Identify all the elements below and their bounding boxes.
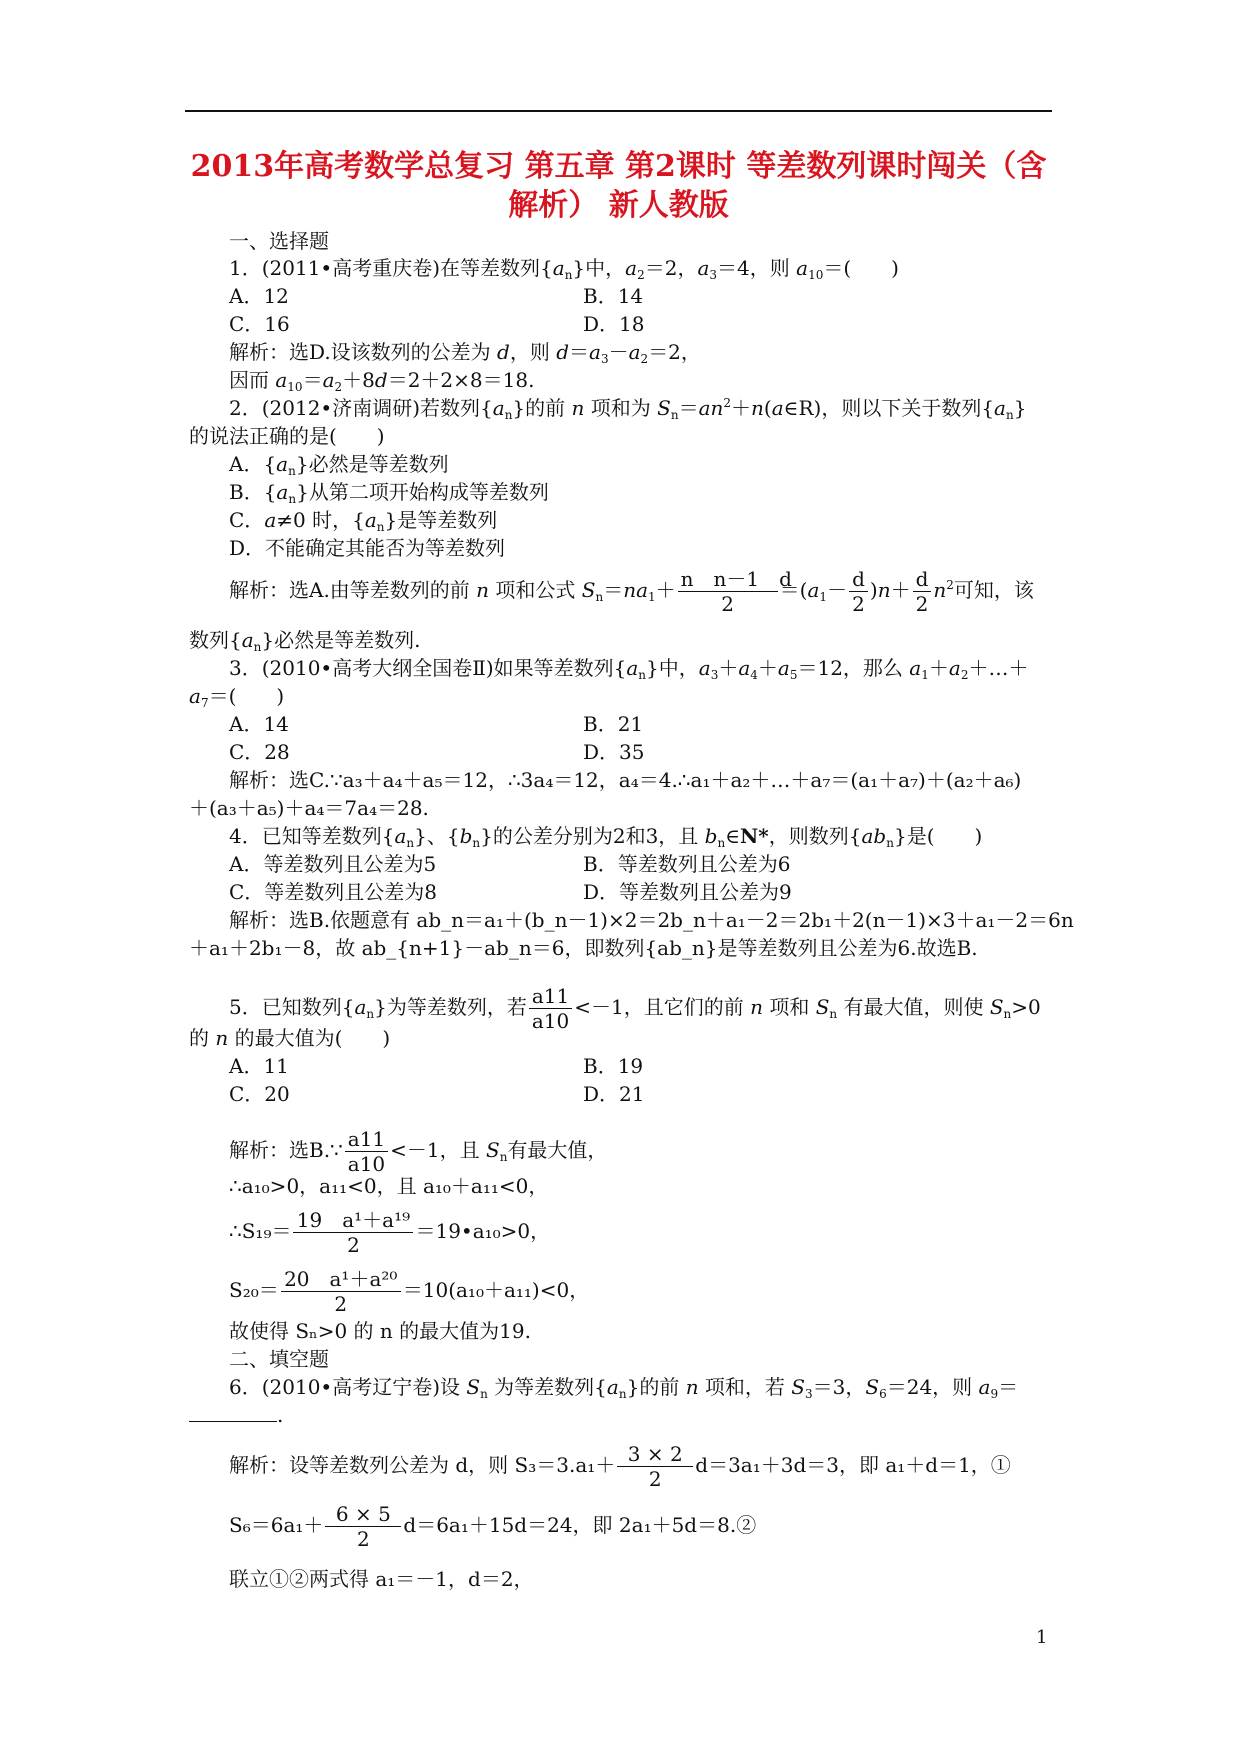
q4-option-a: A．等差数列且公差为5 [229,852,437,876]
q3-option-b: B．21 [583,712,644,736]
q5-option-a: A．11 [229,1054,289,1078]
q6-solution-line1: 解析：设等差数列公差为 d，则 S₃＝3.a₁＋ $\frac{3 \times 2}{2}$ d＝3a₁＋3d＝3，即 a₁＋d＝1，① [229,1442,1011,1491]
q5-solution-line5: 故使得 Sₙ>0 的 n 的最大值为19. [229,1319,531,1343]
q3-stem-line2: $a_7=$( ) [189,684,285,710]
q3-solution-line1: 解析：选C.∵a₃＋a₄＋a₅＝12，∴3a₄＝12，a₄＝4.∴a₁＋a₂＋…＋a₇＝(a₁＋a₇)＋(a₂＋a₆) [229,768,1022,792]
q1-solution-line2: 因而 $a_{10}=a_2+8d=2+2\times 8=18$. [229,368,535,394]
q6-stem-line1: 6．(2010•高考辽宁卷)设 $S_n$ 为等差数列$\{a_n\}$的前 n 项和，若 $S_3=3$，$S_6=24$，则 $a_9=$ [229,1375,1019,1401]
q4-solution-line2: ＋a₁＋2b₁－8，故 ab_{n+1}－ab_n＝6，即数列{ab_n}是等差数列且公差为6.故选B. [189,936,978,960]
q5-solution-line2: ∴a₁₀>0，a₁₁<0，且 a₁₀＋a₁₁<0， [229,1174,549,1198]
q2-stem-line2: 的说法正确的是( ) [189,424,385,448]
header-rule [185,110,1052,112]
q1-stem: 1．(2011•高考重庆卷)在等差数列$\{a_n\}$中，$a_2=2$，$a_3=4$，则 $a_{10}=$( ) [229,256,899,282]
section-choice-heading: 一、选择题 [229,229,329,253]
q1-option-a: A．12 [229,284,289,308]
q5-stem-line1: 5．已知数列$\{a_n\}$为等差数列，若 $\frac{a11}{a10}$ <－1，且它们的前 n 项和 $S_n$ 有最大值，则使 $S_n>0$ [229,984,1041,1033]
q4-solution-line1: 解析：选B.依题意有 ab_n＝a₁＋(b_n－1)×2＝2b_n＋a₁－2＝2b₁＋2(n－1)×3＋a₁－2＝6n [229,908,1074,932]
q6-answer-blank: . [189,1402,283,1428]
q5-solution-line3: ∴S₁₉＝ $\frac{\text{19 a¹＋a¹⁹}}{2}$ ＝19•a₁₀>0， [229,1208,551,1257]
q4-option-c: C．等差数列且公差为8 [229,880,438,904]
q1-option-c: C．16 [229,312,290,336]
q5-solution-line1: 解析：选B.∵ $\frac{a11}{a10}$ <－1，且 $S_n$有最大值， [229,1127,608,1176]
q5-solution-line4: S₂₀＝ $\frac{\text{20 a¹＋a²⁰}}{2}$ ＝10(a₁₀＋a₁₁)<0， [229,1267,590,1316]
q5-option-c: C．20 [229,1082,290,1106]
q1-option-d: D．18 [583,312,645,336]
q2-solution-line2: 数列$\{a_n\}$必然是等差数列. [189,628,421,654]
q3-stem-line1: 3．(2010•高考大纲全国卷Ⅱ)如果等差数列$\{a_n\}$中，$a_3+a_4+a_5=12$，那么 $a_1+a_2+\dots+$ [229,656,1029,682]
q2-option-a: A．$\{a_n\}$必然是等差数列 [229,452,449,478]
q1-solution-line1: 解析：选D.设该数列的公差为 d，则 $d=a_3-a_2=2$， [229,340,701,366]
q3-solution-line2: ＋(a₃＋a₅)＋a₄＝7a₄＝28. [189,796,429,820]
q3-option-a: A．14 [229,712,289,736]
q1-option-b: B．14 [583,284,644,308]
q6-solution-line3: 联立①②两式得 a₁＝－1，d＝2， [229,1567,534,1591]
q2-solution-line1: 解析：选A.由等差数列的前 n 项和公式 $S_n=na_1+$ $\frac{\text{n n－1 d}}{2}$ $=(a_1-$ $\frac{d}{2}$ )n＋ $\frac{d}{2}$ $n^2$可知，该 [229,567,1034,616]
q2-stem-line1: 2．(2012•济南调研)若数列$\{a_n\}$的前 n 项和为 $S_n=an^2+n(a\in R)$，则以下关于数列$\{a_n\}$ [229,396,1027,422]
q5-option-d: D．21 [583,1082,645,1106]
q2-option-d: D．不能确定其能否为等差数列 [229,536,506,560]
q6-solution-line2: S₆＝6a₁＋ $\frac{6 \times 5}{2}$ d＝6a₁＋15d＝24，即 2a₁＋5d＝8.② [229,1502,757,1551]
page-number: 1 [1036,1627,1048,1648]
q4-option-d: D．等差数列且公差为9 [583,880,792,904]
q5-option-b: B．19 [583,1054,644,1078]
doc-title-line2: 解析） 新人教版 [508,188,729,223]
q2-option-c: C．a≠0 时，$\{a_n\}$是等差数列 [229,508,498,534]
q5-stem-line2: 的 n 的最大值为( ) [189,1026,391,1050]
section-fill-heading: 二、填空题 [229,1347,329,1371]
q3-option-c: C．28 [229,740,290,764]
q4-stem: 4．已知等差数列$\{a_n\}$、$\{b_n\}$的公差分别为2和3，且 $b_n\in N*$，则数列$\{ab_n\}$是( ) [229,824,983,850]
q2-option-b: B．$\{a_n\}$从第二项开始构成等差数列 [229,480,549,506]
doc-title-line1: 2013年高考数学总复习 第五章 第2课时 等差数列课时闯关（含 [190,149,1047,184]
q3-option-d: D．35 [583,740,645,764]
q4-option-b: B．等差数列且公差为6 [583,852,791,876]
